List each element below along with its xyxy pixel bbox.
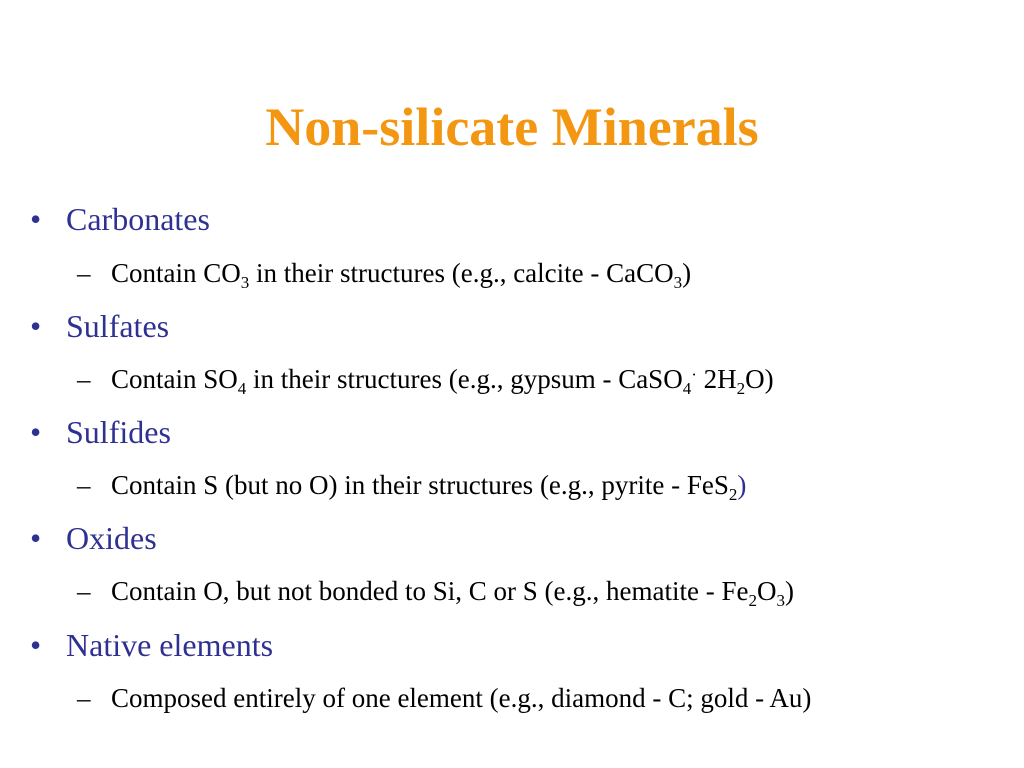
dash-marker: – — [77, 364, 91, 394]
bullet-label: Sulfates — [66, 308, 170, 344]
dash-marker: – — [77, 683, 91, 713]
bullet-marker: • — [30, 520, 42, 556]
dash-marker: – — [77, 470, 91, 500]
bullet-label: Carbonates — [66, 201, 210, 237]
slide-title: Non-silicate Minerals — [265, 97, 759, 157]
bullet-marker: • — [30, 308, 42, 344]
dash-marker: – — [77, 258, 91, 288]
bullet-label: Sulfides — [66, 414, 171, 450]
dash-marker: – — [77, 576, 91, 606]
bullet-marker: • — [30, 414, 42, 450]
bullet-marker: • — [30, 627, 42, 663]
sub-item-text: Contain $CO_3$ in their structures (e.g., calcite - CaCO$_3$) — [111, 258, 692, 292]
bullet-marker: • — [30, 201, 42, 237]
sub-item-text: Composed entirely of one element (e.g., diamond - C; gold - Au) — [111, 683, 812, 713]
sub-item-text: Contain O, but not bonded to Si, C or S (e.g., hematite - $Fe_2O_3$) — [111, 576, 794, 610]
sub-item-text: Contain S (but no O) in their structures (e.g., pyrite - FeS$_2$) — [111, 470, 747, 504]
sub-item-text: Contain $SO_4$ in their structures (e.g., gypsum - CaSO$_4$· $2H_2O$) — [111, 364, 774, 398]
bullet-label: Oxides — [66, 520, 157, 556]
bullet-label: Native elements — [66, 627, 274, 663]
